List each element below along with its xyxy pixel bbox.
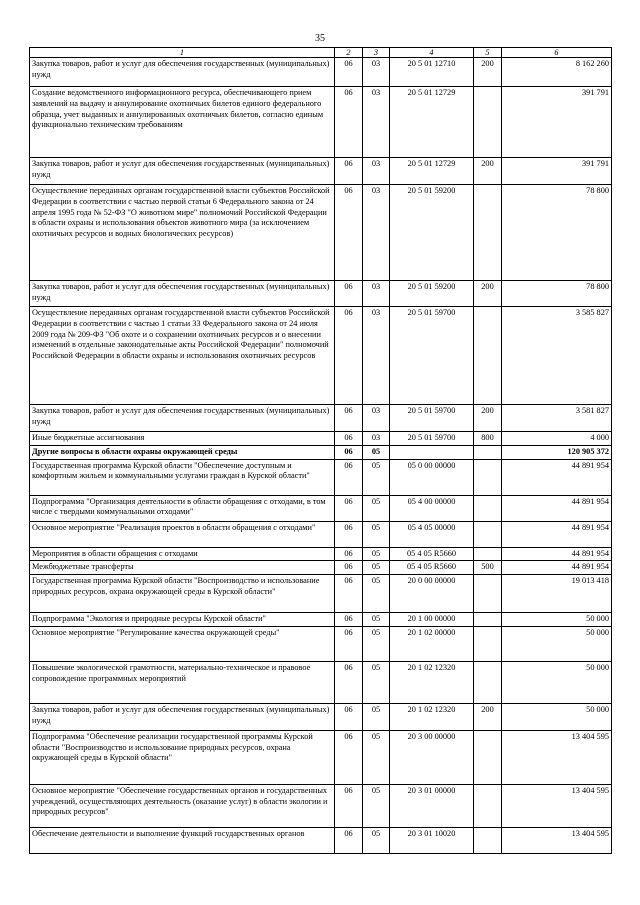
subsection-code: 05 (363, 730, 390, 784)
target-article-code: 20 5 01 59200 (390, 185, 474, 281)
target-article-code: 20 1 02 00000 (390, 626, 474, 661)
table-row (30, 547, 612, 561)
row-description: Подпрограмма "Обеспечение реализации государственной программы Курской области "Воспроизводство и использование природных ресурсов, охрана окружающей среды в Курской области" (30, 730, 335, 784)
table-row (30, 58, 612, 87)
row-description: Закупка товаров, работ и услуг для обеспечения государственных (муниципальных) нужд (30, 703, 335, 730)
row-description: Государственная программа Курской области "Воспроизводство и использование природных ресурсов, охрана окружающей среды в Курской области" (30, 575, 335, 613)
amount: 391 791 (502, 158, 612, 185)
target-article-code: 05 4 05 00000 (390, 521, 474, 547)
expense-type-code: 500 (474, 561, 502, 575)
table-row (30, 827, 612, 853)
row-description: Осуществление переданных органам государственной власти субъектов Российской Федерации в соответствии с частью первой статьи 6 Федерального закона от 24 апреля 1995 года № 52-ФЗ "О животном мире" полномочий Российской Федерации в области охраны и использования объектов животного мира (за исключением охотничьих ресурсов и водных биологических ресурсов) (30, 185, 335, 281)
table-row (30, 307, 612, 405)
target-article-code: 20 5 01 12710 (390, 58, 474, 87)
amount: 44 891 954 (502, 495, 612, 521)
row-description: Обеспечение деятельности и выполнение функций государственных органов (30, 827, 335, 853)
table-row (30, 158, 612, 185)
amount: 3 581 827 (502, 405, 612, 432)
expense-type-code (474, 575, 502, 613)
section-code: 06 (335, 432, 363, 446)
target-article-code: 20 5 01 12729 (390, 158, 474, 185)
section-code: 06 (335, 459, 363, 495)
section-code: 06 (335, 661, 363, 703)
expense-type-code (474, 784, 502, 827)
table-row (30, 730, 612, 784)
expense-type-code (474, 445, 502, 459)
expense-type-code (474, 459, 502, 495)
amount: 13 404 595 (502, 827, 612, 853)
table-row (30, 561, 612, 575)
row-description: Основное мероприятие "Реализация проектов в области обращения с отходами" (30, 521, 335, 547)
expense-type-code: 200 (474, 703, 502, 730)
amount: 50 000 (502, 626, 612, 661)
expense-type-code (474, 613, 502, 627)
row-description: Закупка товаров, работ и услуг для обеспечения государственных (муниципальных) нужд (30, 405, 335, 432)
subsection-code: 05 (363, 703, 390, 730)
target-article-code: 05 4 05 R5660 (390, 561, 474, 575)
subsection-code: 05 (363, 784, 390, 827)
table-row (30, 703, 612, 730)
row-description: Закупка товаров, работ и услуг для обеспечения государственных (муниципальных) нужд (30, 281, 335, 307)
table-row (30, 281, 612, 307)
expense-type-code (474, 730, 502, 784)
expense-type-code (474, 87, 502, 158)
subsection-code: 05 (363, 547, 390, 561)
section-code: 06 (335, 307, 363, 405)
amount: 50 000 (502, 661, 612, 703)
section-code: 06 (335, 521, 363, 547)
table-row (30, 495, 612, 521)
row-description: Иные бюджетные ассигнования (30, 432, 335, 446)
target-article-code: 20 5 01 59200 (390, 281, 474, 307)
section-code: 06 (335, 575, 363, 613)
table-row (30, 626, 612, 661)
table-row (30, 87, 612, 158)
amount: 44 891 954 (502, 561, 612, 575)
table-row (30, 661, 612, 703)
expense-type-code: 800 (474, 432, 502, 446)
amount: 44 891 954 (502, 547, 612, 561)
budget-table (29, 47, 612, 854)
subsection-code: 03 (363, 158, 390, 185)
row-description: Подпрограмма "Экология и природные ресурсы Курской области" (30, 613, 335, 627)
subsection-code: 05 (363, 661, 390, 703)
amount: 78 800 (502, 281, 612, 307)
expense-type-code (474, 626, 502, 661)
subsection-code: 03 (363, 307, 390, 405)
column-number: 5 (474, 48, 502, 58)
table-row (30, 784, 612, 827)
row-description: Закупка товаров, работ и услуг для обеспечения государственных (муниципальных) нужд (30, 58, 335, 87)
subsection-code: 03 (363, 87, 390, 158)
amount: 13 404 595 (502, 784, 612, 827)
section-code: 06 (335, 185, 363, 281)
section-code: 06 (335, 827, 363, 853)
row-description: Межбюджетные трансферты (30, 561, 335, 575)
amount: 13 404 595 (502, 730, 612, 784)
amount: 391 791 (502, 87, 612, 158)
row-description: Основное мероприятие "Регулирование качества окружающей среды" (30, 626, 335, 661)
expense-type-code (474, 185, 502, 281)
subsection-code: 05 (363, 561, 390, 575)
subsection-code: 05 (363, 827, 390, 853)
subsection-code: 05 (363, 445, 390, 459)
amount: 50 000 (502, 703, 612, 730)
amount: 3 585 827 (502, 307, 612, 405)
amount: 8 162 260 (502, 58, 612, 87)
expense-type-code (474, 495, 502, 521)
section-code: 06 (335, 626, 363, 661)
target-article-code: 20 5 01 59700 (390, 405, 474, 432)
amount: 4 000 (502, 432, 612, 446)
column-number: 4 (390, 48, 474, 58)
subsection-code: 05 (363, 495, 390, 521)
expense-type-code (474, 827, 502, 853)
target-article-code: 20 1 00 00000 (390, 613, 474, 627)
expense-type-code: 200 (474, 58, 502, 87)
column-number: 3 (363, 48, 390, 58)
subsection-code: 03 (363, 58, 390, 87)
section-code: 06 (335, 58, 363, 87)
expense-type-code (474, 521, 502, 547)
section-code: 06 (335, 613, 363, 627)
expense-type-code (474, 661, 502, 703)
expense-type-code (474, 307, 502, 405)
subsection-code: 05 (363, 521, 390, 547)
target-article-code: 20 0 00 00000 (390, 575, 474, 613)
target-article-code: 05 4 00 00000 (390, 495, 474, 521)
target-article-code: 05 4 05 R5660 (390, 547, 474, 561)
section-code: 06 (335, 703, 363, 730)
row-description: Другие вопросы в области охраны окружающей среды (30, 445, 335, 459)
subsection-code: 03 (363, 281, 390, 307)
column-number: 2 (335, 48, 363, 58)
amount: 120 905 372 (502, 445, 612, 459)
subsection-code: 03 (363, 432, 390, 446)
expense-type-code: 200 (474, 405, 502, 432)
column-number: 1 (30, 48, 335, 58)
target-article-code: 20 3 00 00000 (390, 730, 474, 784)
expense-type-code (474, 547, 502, 561)
table-row (30, 575, 612, 613)
row-description: Закупка товаров, работ и услуг для обеспечения государственных (муниципальных) нужд (30, 158, 335, 185)
expense-type-code: 200 (474, 281, 502, 307)
section-code: 06 (335, 784, 363, 827)
amount: 50 000 (502, 613, 612, 627)
expense-type-code: 200 (474, 158, 502, 185)
target-article-code: 20 5 01 59700 (390, 432, 474, 446)
subsection-code: 05 (363, 575, 390, 613)
row-description: Создание ведомственного информационного ресурса, обеспечивающего прием заявлений на выдачу и аннулирование охотничьих билетов единого федерального образца, учет выданных и аннулированных охотничьих билетов, согласно единым функционально техническим требованиям (30, 87, 335, 158)
section-code: 06 (335, 87, 363, 158)
column-number: 6 (502, 48, 612, 58)
target-article-code: 20 3 01 00000 (390, 784, 474, 827)
row-description: Основное мероприятие "Обеспечение государственных органов и государственных учреждений, осуществляющих деятельность (оказание услуг) в области экологии и природных ресурсов" (30, 784, 335, 827)
section-code: 06 (335, 730, 363, 784)
section-code: 06 (335, 281, 363, 307)
subsection-code: 05 (363, 613, 390, 627)
row-description: Государственная программа Курской области "Обеспечение доступным и комфортным жильем и коммунальными услугами граждан в Курской области" (30, 459, 335, 495)
amount: 44 891 954 (502, 521, 612, 547)
amount: 44 891 954 (502, 459, 612, 495)
target-article-code (390, 445, 474, 459)
target-article-code: 20 3 01 10020 (390, 827, 474, 853)
section-code: 06 (335, 158, 363, 185)
page-number: 35 (315, 33, 325, 44)
section-code: 06 (335, 405, 363, 432)
amount: 19 013 418 (502, 575, 612, 613)
column-number-row (30, 48, 612, 58)
subsection-code: 05 (363, 626, 390, 661)
section-code: 06 (335, 561, 363, 575)
table-row (30, 185, 612, 281)
table-row (30, 459, 612, 495)
table-row (30, 445, 612, 459)
section-code: 06 (335, 445, 363, 459)
subsection-code: 05 (363, 459, 390, 495)
target-article-code: 20 1 02 12320 (390, 661, 474, 703)
target-article-code: 20 5 01 12729 (390, 87, 474, 158)
target-article-code: 20 5 01 59700 (390, 307, 474, 405)
subsection-code: 03 (363, 405, 390, 432)
table-row (30, 432, 612, 446)
row-description: Мероприятия в области обращения с отходами (30, 547, 335, 561)
row-description: Осуществление переданных органам государственной власти субъектов Российской Федерации в соответствии с частью 1 статьи 33 Федерального закона от 24 июля 2009 года № 209-ФЗ "Об охоте и о сохранении охотничьих ресурсов и о внесении изменений в отдельные законодательные акты Российской Федерации" полномочий Российской Федерации в области охраны и использования охотничьих ресурсов (30, 307, 335, 405)
subsection-code: 03 (363, 185, 390, 281)
section-code: 06 (335, 495, 363, 521)
amount: 78 800 (502, 185, 612, 281)
table-row (30, 613, 612, 627)
target-article-code: 20 1 02 12320 (390, 703, 474, 730)
row-description: Повышение экологической грамотности, материально-техническое и правовое сопровождение программных мероприятий (30, 661, 335, 703)
target-article-code: 05 0 00 00000 (390, 459, 474, 495)
section-code: 06 (335, 547, 363, 561)
table-row (30, 405, 612, 432)
row-description: Подпрограмма "Организация деятельности в области обращения с отходами, в том числе с твердыми коммунальными отходами" (30, 495, 335, 521)
table-row (30, 521, 612, 547)
